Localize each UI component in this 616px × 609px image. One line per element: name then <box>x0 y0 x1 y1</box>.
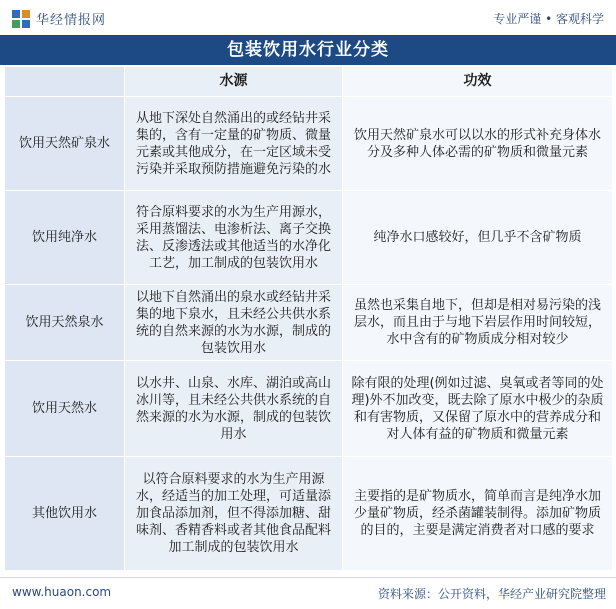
row-category: 饮用天然矿泉水 <box>5 97 125 191</box>
row-source: 以地下自然涌出的泉水或经钻井采集的地下泉水，且未经公共供水系统的自然来源的水为水源，制成的包装饮用水 <box>125 285 343 361</box>
table-header-row <box>5 67 613 97</box>
row-source: 从地下深处自然涌出的或经钻井采集的，含有一定量的矿物质、微量元素或其他成分，在一定区域未受污染并采取预防措施避免污染的水 <box>125 97 343 191</box>
column-header-category <box>5 67 125 97</box>
footer <box>0 577 616 609</box>
row-source: 以符合原料要求的水为生产用源水，经适当的加工处理，可适量添加食品添加剂，但不得添加糖、甜味剂、香精香料或者其他食品配料加工制成的包装饮用水 <box>125 457 343 571</box>
source-note: 资料来源：公开资料，华经产业研究院整理 <box>377 587 606 601</box>
row-effect: 饮用天然矿泉水可以以水的形式补充身体水分及多种人体必需的矿物质和微量元素 <box>343 97 613 191</box>
row-effect: 虽然也采集自地下，但却是相对易污染的浅层水，而且由于与地下岩层作用时间较短，水中含有的矿物质成分相对较少 <box>343 285 613 361</box>
classification-table <box>4 66 613 571</box>
table-row <box>5 97 613 191</box>
brand-name: 华经情报网 <box>36 13 107 28</box>
row-source: 符合原料要求的水为生产用源水，采用蒸馏法、电渗析法、离子交换法、反渗透法或其他适当的水净化工艺，加工制成的包装饮用水 <box>125 191 343 285</box>
row-source: 以水井、山泉、水库、湖泊或高山冰川等，且未经公共供水系统的自然来源的水为水源，制成的包装饮用水 <box>125 361 343 457</box>
top-bar <box>0 0 616 34</box>
row-category: 其他饮用水 <box>5 457 125 571</box>
table-row <box>5 361 613 457</box>
column-header-effect: 功效 <box>343 67 613 97</box>
row-effect: 除有限的处理(例如过滤、臭氧或者等同的处理)外不加改变，既去除了原水中极少的杂质和有害物质，又保留了原水中的营养成分和对人体有益的矿物质和微量元素 <box>343 361 613 457</box>
row-effect: 主要指的是矿物质水，简单而言是纯净水加少量矿物质，经杀菌罐装制得。添加矿物质的目的，主要是满定消费者对口感的要求 <box>343 457 613 571</box>
table-row <box>5 285 613 361</box>
column-header-source: 水源 <box>125 67 343 97</box>
table-row <box>5 191 613 285</box>
table-row <box>5 457 613 571</box>
brand-logo[interactable] <box>12 9 106 28</box>
row-category: 饮用天然泉水 <box>5 285 125 361</box>
site-url-link[interactable]: www.huaon.com <box>12 585 112 599</box>
page-title: 包装饮用水行业分类 <box>0 35 616 65</box>
tagline: 专业严谨 • 客观科学 <box>493 12 604 26</box>
row-effect: 纯净水口感较好，但几乎不含矿物质 <box>343 191 613 285</box>
row-category: 饮用天然水 <box>5 361 125 457</box>
row-category: 饮用纯净水 <box>5 191 125 285</box>
logo-icon <box>12 10 30 28</box>
